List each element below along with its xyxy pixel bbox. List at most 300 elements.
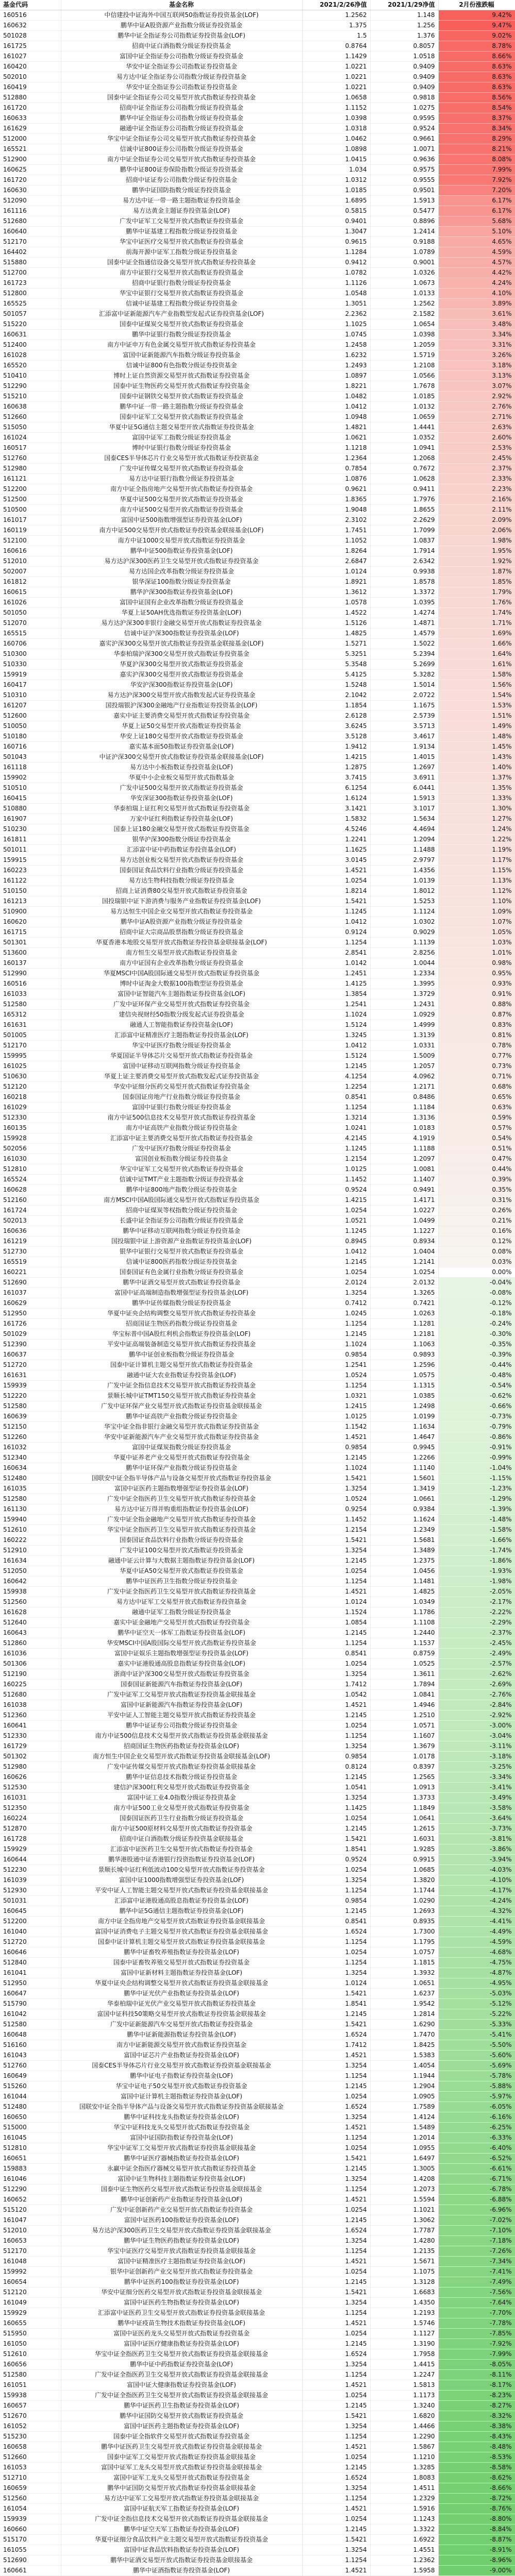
table-row[interactable]: [0, 1030, 515, 1041]
nav-feb-cell: 1.2145: [302, 1710, 370, 1721]
nav-feb-cell: 0.8541: [302, 1092, 370, 1103]
fund-name-cell: 富国中证医药主题指数证券投资基金(LOF): [61, 2421, 302, 2432]
table-row[interactable]: [0, 2184, 515, 2195]
fund-code-cell: 512230: [0, 1865, 61, 1875]
table-row[interactable]: [0, 1597, 515, 1607]
table-row[interactable]: [0, 2494, 515, 2504]
table-row[interactable]: [0, 113, 515, 124]
table-row[interactable]: [0, 2545, 515, 2555]
table-row[interactable]: [0, 1525, 515, 1535]
table-row[interactable]: [0, 1607, 515, 1618]
table-row[interactable]: [0, 2463, 515, 2473]
table-row[interactable]: [0, 1432, 515, 1443]
fund-name-cell: 汇添富中证医药卫生交易型开放式指数证券投资基金联接基金: [61, 2308, 302, 2318]
table-row[interactable]: [0, 495, 515, 505]
table-row[interactable]: [0, 598, 515, 608]
table-row[interactable]: [0, 1680, 515, 1690]
table-row[interactable]: [0, 773, 515, 783]
table-row[interactable]: [0, 2442, 515, 2452]
table-row[interactable]: [0, 319, 515, 330]
table-row[interactable]: [0, 2257, 515, 2267]
nav-feb-cell: 1.1524: [302, 1607, 370, 1618]
table-row[interactable]: [0, 2360, 515, 2370]
table-row[interactable]: [0, 361, 515, 371]
feb-change-cell: -8.62%: [438, 2473, 515, 2483]
table-row[interactable]: [0, 1659, 515, 1669]
table-row[interactable]: [0, 2112, 515, 2123]
table-row[interactable]: [0, 1958, 515, 1968]
fund-code-cell: 160651: [0, 2154, 61, 2164]
table-row[interactable]: [0, 2401, 515, 2411]
table-row[interactable]: [0, 969, 515, 979]
table-row[interactable]: [0, 1566, 515, 1577]
table-row[interactable]: [0, 2061, 515, 2071]
table-row[interactable]: [0, 701, 515, 711]
nav-jan-cell: 1.2193: [370, 2308, 438, 2318]
table-row[interactable]: [0, 1556, 515, 1566]
table-row[interactable]: [0, 381, 515, 392]
table-row[interactable]: [0, 1257, 515, 1267]
table-row[interactable]: [0, 134, 515, 144]
table-row[interactable]: [0, 1577, 515, 1587]
table-row[interactable]: [0, 639, 515, 649]
table-row[interactable]: [0, 1783, 515, 1793]
table-row[interactable]: [0, 1989, 515, 1999]
table-row[interactable]: [0, 1164, 515, 1175]
header-nav-jan[interactable]: 2021/1/29净值: [370, 0, 438, 10]
table-row[interactable]: [0, 2277, 515, 2287]
table-row[interactable]: [0, 742, 515, 752]
fund-name-cell: 广发中证全指医药卫生交易型开放式指数证券投资基金联接基金: [61, 2370, 302, 2380]
table-row[interactable]: [0, 21, 515, 31]
table-row[interactable]: [0, 41, 515, 52]
table-row[interactable]: [0, 93, 515, 103]
table-row[interactable]: [0, 1865, 515, 1875]
table-row[interactable]: [0, 2339, 515, 2349]
table-row[interactable]: [0, 1206, 515, 1216]
table-row[interactable]: [0, 855, 515, 866]
table-row[interactable]: [0, 556, 515, 567]
table-row[interactable]: [0, 2483, 515, 2494]
table-row[interactable]: [0, 2226, 515, 2236]
table-row[interactable]: [0, 1288, 515, 1298]
table-row[interactable]: [0, 443, 515, 453]
table-row[interactable]: [0, 1072, 515, 1082]
feb-change-cell: 6.17%: [438, 206, 515, 216]
table-row[interactable]: [0, 2535, 515, 2545]
table-row[interactable]: [0, 2349, 515, 2360]
table-row[interactable]: [0, 999, 515, 1010]
table-row[interactable]: [0, 1370, 515, 1381]
table-row[interactable]: [0, 948, 515, 958]
table-row[interactable]: [0, 783, 515, 793]
table-row[interactable]: [0, 587, 515, 598]
table-row[interactable]: [0, 2287, 515, 2298]
table-row[interactable]: [0, 2236, 515, 2246]
table-row[interactable]: [0, 2329, 515, 2339]
table-row[interactable]: [0, 72, 515, 82]
table-row[interactable]: [0, 670, 515, 680]
table-row[interactable]: [0, 2473, 515, 2483]
table-row[interactable]: [0, 1195, 515, 1206]
table-row[interactable]: [0, 258, 515, 268]
table-row[interactable]: [0, 876, 515, 886]
table-row[interactable]: [0, 1010, 515, 1020]
table-row[interactable]: [0, 2205, 515, 2215]
nav-feb-cell: 1.1254: [302, 1319, 370, 1329]
table-row[interactable]: [0, 309, 515, 319]
nav-feb-cell: 1.2562: [302, 10, 370, 21]
table-row[interactable]: [0, 2421, 515, 2432]
table-row[interactable]: [0, 402, 515, 412]
table-row[interactable]: [0, 1855, 515, 1865]
table-row[interactable]: [0, 1453, 515, 1463]
table-row[interactable]: [0, 979, 515, 989]
table-row[interactable]: [0, 1917, 515, 1927]
table-row[interactable]: [0, 2391, 515, 2401]
fund-code-cell: 512760: [0, 2061, 61, 2071]
table-row[interactable]: [0, 2143, 515, 2154]
table-row[interactable]: [0, 1886, 515, 1896]
table-row[interactable]: [0, 82, 515, 93]
table-row[interactable]: [0, 515, 515, 526]
table-row[interactable]: [0, 1484, 515, 1494]
nav-jan-cell: 1.3489: [370, 1546, 438, 1556]
table-row[interactable]: [0, 1278, 515, 1288]
table-row[interactable]: [0, 1226, 515, 1236]
table-row[interactable]: [0, 1906, 515, 1917]
table-row[interactable]: [0, 31, 515, 41]
table-row[interactable]: [0, 505, 515, 515]
table-row[interactable]: [0, 1216, 515, 1226]
fund-name-cell: 华宝中证全指医药卫生交易型开放式指数证券投资基金联接基金: [61, 2349, 302, 2360]
table-row[interactable]: [0, 2246, 515, 2257]
table-row[interactable]: [0, 484, 515, 495]
nav-feb-cell: 1.4825: [302, 629, 370, 639]
table-row[interactable]: [0, 1504, 515, 1515]
table-row[interactable]: [0, 1875, 515, 1886]
fund-code-cell: 160716: [0, 742, 61, 752]
feb-change-cell: 0.47%: [438, 1154, 515, 1164]
table-row[interactable]: [0, 2174, 515, 2184]
table-row[interactable]: [0, 907, 515, 917]
table-row[interactable]: [0, 886, 515, 896]
table-row[interactable]: [0, 1844, 515, 1855]
table-row[interactable]: [0, 1834, 515, 1844]
table-row[interactable]: [0, 1999, 515, 2009]
table-row[interactable]: [0, 2370, 515, 2380]
table-row[interactable]: [0, 175, 515, 185]
table-row[interactable]: [0, 1937, 515, 1947]
fund-code-cell: 161116: [0, 206, 61, 216]
table-row[interactable]: [0, 1236, 515, 1247]
table-row[interactable]: [0, 1443, 515, 1453]
fund-name-cell: 华宝标普中国A股红利机会指数证券投资基金(LOF): [61, 1329, 302, 1340]
nav-jan-cell: 1.0757: [370, 1947, 438, 1958]
table-row[interactable]: [0, 278, 515, 289]
nav-jan-cell: 1.0841: [370, 1690, 438, 1700]
fund-code-cell: 512720: [0, 1360, 61, 1370]
table-row[interactable]: [0, 433, 515, 443]
table-row[interactable]: [0, 1340, 515, 1350]
table-row[interactable]: [0, 989, 515, 999]
table-row[interactable]: [0, 1927, 515, 1937]
table-row[interactable]: [0, 752, 515, 762]
table-row[interactable]: [0, 711, 515, 721]
table-row[interactable]: [0, 1762, 515, 1772]
table-row[interactable]: [0, 1824, 515, 1834]
table-row[interactable]: [0, 1267, 515, 1278]
table-row[interactable]: [0, 422, 515, 433]
table-row[interactable]: [0, 732, 515, 742]
table-row[interactable]: [0, 546, 515, 556]
table-row[interactable]: [0, 1020, 515, 1030]
table-row[interactable]: [0, 1803, 515, 1814]
table-row[interactable]: [0, 2092, 515, 2102]
fund-name-cell: 广发中证500交易型开放式指数证券投资基金: [61, 783, 302, 793]
table-row[interactable]: [0, 1401, 515, 1412]
table-row[interactable]: [0, 227, 515, 237]
nav-jan-cell: 1.4466: [370, 2421, 438, 2432]
table-row[interactable]: [0, 927, 515, 938]
table-row[interactable]: [0, 1731, 515, 1741]
table-row[interactable]: [0, 526, 515, 536]
table-row[interactable]: [0, 567, 515, 577]
fund-code-cell: 512990: [0, 969, 61, 979]
fund-code-cell: 161037: [0, 1288, 61, 1298]
nav-jan-cell: 1.0651: [370, 1978, 438, 1989]
nav-feb-cell: 1.1452: [302, 1175, 370, 1185]
table-row[interactable]: [0, 196, 515, 206]
table-row[interactable]: [0, 1422, 515, 1432]
table-row[interactable]: [0, 350, 515, 361]
table-row[interactable]: [0, 1793, 515, 1803]
table-row[interactable]: [0, 1082, 515, 1092]
table-row[interactable]: [0, 958, 515, 969]
table-row[interactable]: [0, 206, 515, 216]
table-row[interactable]: [0, 289, 515, 299]
table-row[interactable]: [0, 1103, 515, 1113]
table-row[interactable]: [0, 2504, 515, 2514]
table-row[interactable]: [0, 2555, 515, 2566]
table-row[interactable]: [0, 721, 515, 732]
table-row[interactable]: [0, 392, 515, 402]
table-row[interactable]: [0, 330, 515, 340]
header-fund-name[interactable]: 基金名称: [61, 0, 302, 10]
table-row[interactable]: [0, 917, 515, 927]
table-row[interactable]: [0, 155, 515, 165]
feb-change-cell: -1.15%: [438, 1473, 515, 1484]
table-row[interactable]: [0, 2524, 515, 2535]
header-fund-code[interactable]: 基金代码: [0, 0, 61, 10]
table-row[interactable]: [0, 1123, 515, 1133]
table-row[interactable]: [0, 1051, 515, 1061]
table-row[interactable]: [0, 340, 515, 350]
table-row[interactable]: [0, 577, 515, 587]
table-row[interactable]: [0, 1721, 515, 1731]
table-row[interactable]: [0, 2195, 515, 2205]
table-row[interactable]: [0, 165, 515, 175]
table-row[interactable]: [0, 1154, 515, 1164]
nav-jan-cell: 1.5601: [370, 1473, 438, 1484]
table-row[interactable]: [0, 1113, 515, 1123]
table-row[interactable]: [0, 1412, 515, 1422]
table-row[interactable]: [0, 2102, 515, 2112]
table-row[interactable]: [0, 371, 515, 381]
table-row[interactable]: [0, 1175, 515, 1185]
table-row[interactable]: [0, 2514, 515, 2524]
table-row[interactable]: [0, 268, 515, 278]
table-row[interactable]: [0, 845, 515, 855]
table-row[interactable]: [0, 659, 515, 670]
table-row[interactable]: [0, 2154, 515, 2164]
table-row[interactable]: [0, 144, 515, 155]
fund-name-cell: 博时上证自然资源交易型开放式指数证券投资基金: [61, 371, 302, 381]
table-row[interactable]: [0, 866, 515, 876]
table-row[interactable]: [0, 793, 515, 804]
table-row[interactable]: [0, 762, 515, 773]
table-row[interactable]: [0, 2133, 515, 2143]
table-row[interactable]: [0, 103, 515, 113]
table-row[interactable]: [0, 1473, 515, 1484]
table-row[interactable]: [0, 2411, 515, 2421]
nav-feb-cell: 0.8541: [302, 1917, 370, 1927]
table-row[interactable]: [0, 2009, 515, 2020]
table-row[interactable]: [0, 464, 515, 474]
table-row[interactable]: [0, 1061, 515, 1072]
table-row[interactable]: [0, 2030, 515, 2040]
fund-name-cell: 广发中证新能源汽车交易型开放式指数证券投资基金: [61, 2020, 302, 2030]
fund-code-cell: 161725: [0, 41, 61, 52]
table-row[interactable]: [0, 2452, 515, 2463]
table-row[interactable]: [0, 2071, 515, 2081]
fund-name-cell: 鹏华中证电子指数证券投资基金(LOF): [61, 2071, 302, 2081]
table-row[interactable]: [0, 299, 515, 309]
table-row[interactable]: [0, 536, 515, 546]
table-row[interactable]: [0, 474, 515, 484]
table-row[interactable]: [0, 1649, 515, 1659]
table-row[interactable]: [0, 2164, 515, 2174]
table-row[interactable]: [0, 2081, 515, 2092]
table-row[interactable]: [0, 1185, 515, 1195]
table-row[interactable]: [0, 10, 515, 21]
table-row[interactable]: [0, 2123, 515, 2133]
fund-name-cell: 南方恒生中国企业交易型开放式指数证券投资基金联接基金(LOF): [61, 1752, 302, 1762]
table-row[interactable]: [0, 1247, 515, 1257]
table-row[interactable]: [0, 1463, 515, 1473]
table-row[interactable]: [0, 680, 515, 690]
table-row[interactable]: [0, 629, 515, 639]
table-row[interactable]: [0, 247, 515, 258]
table-row[interactable]: [0, 2267, 515, 2277]
table-row[interactable]: [0, 2298, 515, 2308]
table-row[interactable]: [0, 2318, 515, 2329]
table-row[interactable]: [0, 618, 515, 629]
table-row[interactable]: [0, 814, 515, 824]
fund-code-cell: 512100: [0, 536, 61, 546]
table-row[interactable]: [0, 1494, 515, 1504]
table-row[interactable]: [0, 1041, 515, 1051]
fund-code-cell: 510180: [0, 732, 61, 742]
table-row[interactable]: [0, 2566, 515, 2576]
table-row[interactable]: [0, 1515, 515, 1525]
table-row[interactable]: [0, 649, 515, 659]
table-row[interactable]: [0, 2215, 515, 2226]
table-row[interactable]: [0, 896, 515, 907]
table-row[interactable]: [0, 2308, 515, 2318]
table-row[interactable]: [0, 1752, 515, 1762]
table-row[interactable]: [0, 1896, 515, 1906]
fund-name-cell: 南方中证500信息技术交易型开放式指数证券投资基金: [61, 1113, 302, 1123]
nav-feb-cell: 1.0541: [302, 1783, 370, 1793]
table-row[interactable]: [0, 938, 515, 948]
table-row[interactable]: [0, 185, 515, 196]
table-row[interactable]: [0, 1587, 515, 1597]
table-row[interactable]: [0, 804, 515, 814]
header-nav-feb[interactable]: 2021/2/26净值: [302, 0, 370, 10]
table-row[interactable]: [0, 1381, 515, 1391]
table-row[interactable]: [0, 216, 515, 227]
table-row[interactable]: [0, 1690, 515, 1700]
table-row[interactable]: [0, 1669, 515, 1680]
table-row[interactable]: [0, 2050, 515, 2061]
table-row[interactable]: [0, 1947, 515, 1958]
table-row[interactable]: [0, 1710, 515, 1721]
table-row[interactable]: [0, 1092, 515, 1103]
table-row[interactable]: [0, 1391, 515, 1401]
table-row[interactable]: [0, 1978, 515, 1989]
table-row[interactable]: [0, 2380, 515, 2391]
feb-change-cell: -6.33%: [438, 2133, 515, 2143]
table-row[interactable]: [0, 1298, 515, 1309]
table-row[interactable]: [0, 1535, 515, 1546]
fund-code-cell: 512730: [0, 1247, 61, 1257]
table-row[interactable]: [0, 1638, 515, 1649]
table-row[interactable]: [0, 1968, 515, 1978]
table-row[interactable]: [0, 2020, 515, 2030]
table-row[interactable]: [0, 52, 515, 62]
table-row[interactable]: [0, 453, 515, 464]
table-row[interactable]: [0, 1350, 515, 1360]
table-row[interactable]: [0, 2040, 515, 2050]
table-row[interactable]: [0, 1309, 515, 1319]
table-row[interactable]: [0, 1618, 515, 1628]
table-row[interactable]: [0, 1546, 515, 1556]
table-row[interactable]: [0, 824, 515, 835]
table-row[interactable]: [0, 1628, 515, 1638]
table-row[interactable]: [0, 237, 515, 247]
table-row[interactable]: [0, 1144, 515, 1154]
table-row[interactable]: [0, 62, 515, 72]
table-row[interactable]: [0, 412, 515, 422]
table-row[interactable]: [0, 1814, 515, 1824]
table-row[interactable]: [0, 1329, 515, 1340]
table-row[interactable]: [0, 1741, 515, 1752]
fund-name-cell: 华宝中证医疗交易型开放式指数证券投资基金: [61, 237, 302, 247]
table-row[interactable]: [0, 1700, 515, 1710]
header-feb-change[interactable]: 2月份涨跌幅: [438, 0, 515, 10]
table-row[interactable]: [0, 608, 515, 618]
table-row[interactable]: [0, 1319, 515, 1329]
fund-code-cell: 512400: [0, 340, 61, 350]
table-row[interactable]: [0, 1133, 515, 1144]
table-row[interactable]: [0, 124, 515, 134]
table-row[interactable]: [0, 1772, 515, 1783]
table-row[interactable]: [0, 690, 515, 701]
table-row[interactable]: [0, 2432, 515, 2442]
table-row[interactable]: [0, 835, 515, 845]
table-row[interactable]: [0, 1360, 515, 1370]
